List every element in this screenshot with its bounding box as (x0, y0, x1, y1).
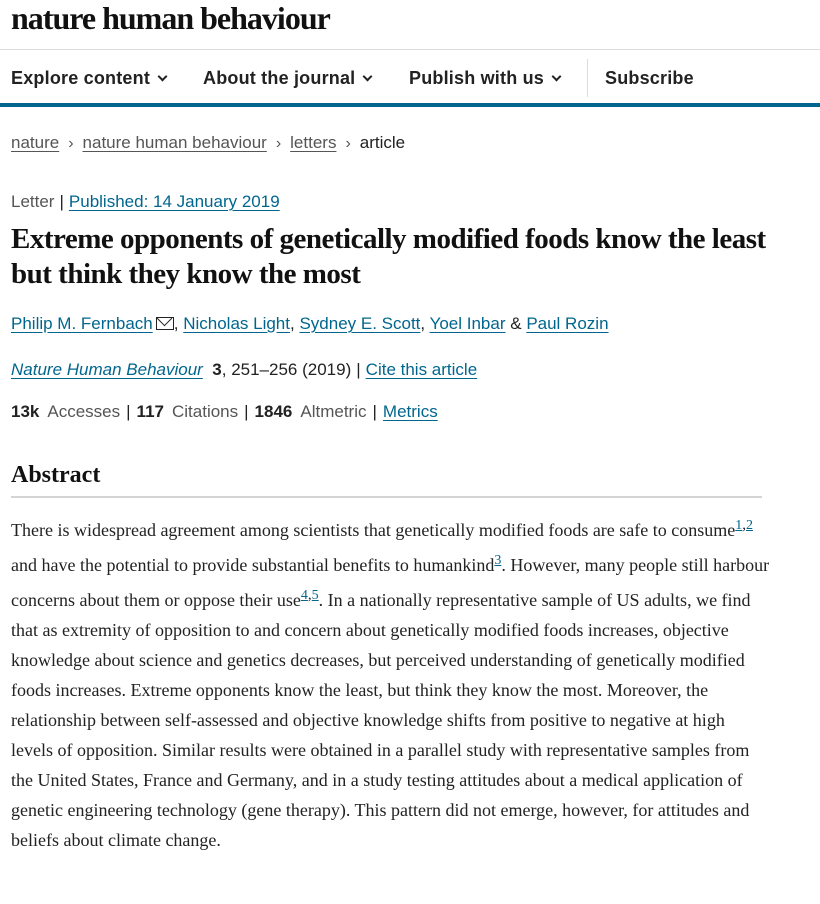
breadcrumb-journal[interactable]: nature human behaviour (82, 133, 267, 152)
article-meta (11, 190, 280, 214)
cite-this-article-link[interactable]: Cite this article (365, 360, 478, 379)
nav-publish-label: Publish with us (409, 68, 545, 88)
altmetric-score: 1846 (254, 402, 293, 421)
citation-line (11, 358, 477, 382)
reference-link[interactable]: 3 (494, 553, 502, 568)
author-link[interactable]: Sydney E. Scott (299, 314, 421, 333)
divider: | (59, 192, 64, 211)
main-nav (0, 51, 820, 107)
nav-explore-content[interactable] (11, 51, 166, 103)
reference-link[interactable]: 2 (746, 518, 754, 533)
author-link[interactable]: Nicholas Light (183, 314, 290, 333)
nav-about-journal[interactable] (203, 51, 371, 103)
chevron-right-icon: › (345, 135, 351, 152)
breadcrumb-current: article (359, 133, 406, 152)
nav-divider (587, 59, 588, 97)
mail-icon[interactable] (156, 317, 174, 330)
chevron-down-icon (552, 72, 562, 82)
nav-about-label: About the journal (203, 68, 356, 88)
author-link[interactable]: Paul Rozin (526, 314, 609, 333)
divider: | (244, 402, 249, 421)
author-list: Philip M. Fernbach , Nicholas Light, Sydney E. Scott, Yoel Inbar & Paul Rozin (11, 314, 609, 333)
reference-link[interactable]: 1 (735, 518, 743, 533)
article-type: Letter (11, 192, 55, 211)
nav-subscribe[interactable]: Subscribe (605, 68, 694, 88)
nav-explore-label: Explore content (11, 68, 151, 88)
breadcrumb-letters[interactable]: letters (290, 133, 337, 152)
altmetric-label: Altmetric (300, 402, 367, 421)
metrics-bar (11, 400, 438, 424)
volume: 3 (212, 360, 222, 379)
breadcrumb-nature[interactable]: nature (11, 133, 60, 152)
chevron-down-icon (363, 72, 373, 82)
journal-logo[interactable]: nature human behaviour (11, 0, 330, 36)
breadcrumb (11, 131, 405, 156)
citations-label: Citations (171, 402, 239, 421)
pages-year: , 251–256 (2019) (221, 360, 352, 379)
reference-link[interactable]: 5 (311, 588, 319, 603)
nav-publish-with-us[interactable] (409, 51, 560, 103)
metrics-link[interactable]: Metrics (382, 402, 438, 421)
accesses-label: Accesses (47, 402, 121, 421)
accesses-count: 13k (11, 402, 40, 421)
reference-link[interactable]: 4 (300, 588, 308, 603)
chevron-down-icon (158, 72, 168, 82)
abstract-heading: Abstract (11, 460, 762, 498)
author-link[interactable]: Philip M. Fernbach (11, 314, 153, 333)
citations-count: 117 (136, 402, 164, 421)
site-header (0, 0, 820, 50)
journal-link[interactable]: Nature Human Behaviour (11, 360, 203, 379)
divider: | (356, 360, 361, 379)
chevron-right-icon: › (68, 135, 74, 152)
author-link[interactable]: Yoel Inbar (429, 314, 506, 333)
abstract-text: There is widespread agreement among scientists that genetically modified foods are safe to consume$^{1,2}$ and have the potential to provide substantial benefits to humankind$^3$. However, many people still harbour concerns about them or oppose their use$^{4,5}$. In a nationally representative sample of US adults, we find that as extremity of opposition to and concern about genetically modified foods increases, objective knowledge about science and genetics decreases, but perceived understanding of genetically modified foods increases. Extreme opponents know the least, but think they know the most. Moreover, the relationship between self-assessed and objective knowledge shifts from positive to negative at high levels of opposition. Similar results were obtained in a parallel study with representative samples from the United States, France and Germany, and in a study testing attitudes about a medical application of genetic engineering technology (gene therapy). This pattern did not emerge, however, for attitudes and beliefs about climate change. (11, 517, 770, 850)
divider: | (372, 402, 377, 421)
published-date[interactable]: Published: 14 January 2019 (68, 192, 280, 211)
article-title: Extreme opponents of genetically modified foods know the least but think they know the most (11, 223, 766, 290)
divider: | (126, 402, 131, 421)
chevron-right-icon: › (275, 135, 282, 152)
